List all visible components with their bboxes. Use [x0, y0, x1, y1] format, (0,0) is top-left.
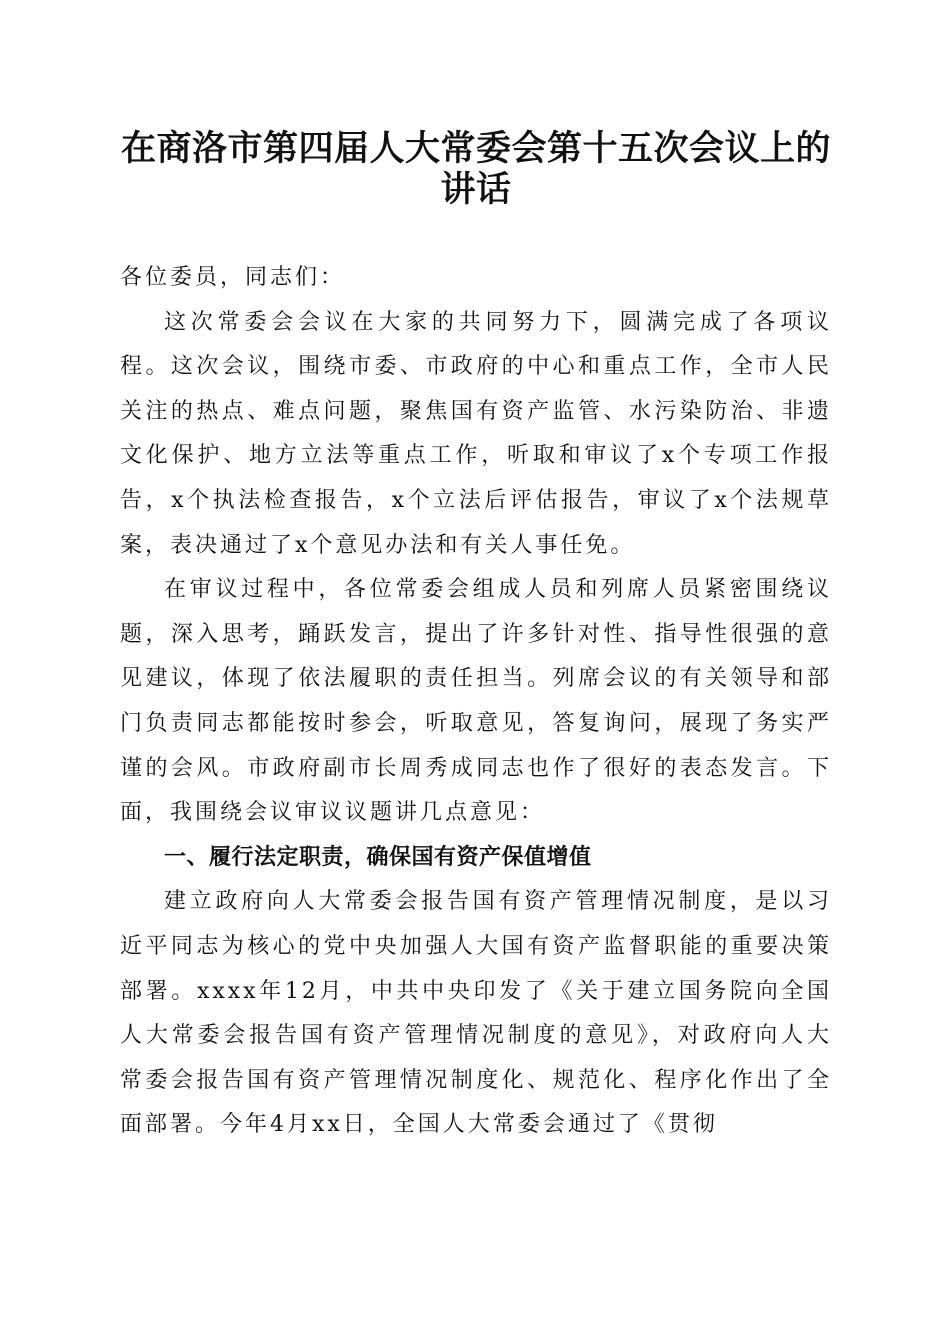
document-title: 在商洛市第四届人大常委会第十五次会议上的讲话: [120, 128, 831, 210]
paragraph-section-one: 建立政府向人大常委会报告国有资产管理情况制度，是以习近平同志为核心的党中央加强人大国有资产监督职能的重要决策部署。xxxx年12月，中共中央印发了《关于建立国务院向全国人大常委会报告国有资产管理情况制度的意见》，对政府向人大常委会报告国有资产管理情况制度化、规范化、程序化作出了全面部署。今年4月xx日，全国人大常委会通过了《贯彻: [120, 889, 832, 1138]
document-body: [120, 256, 832, 1148]
section-heading: 一、履行法定职责，确保国有资产保值增值: [164, 844, 592, 870]
paragraph-review: 在审议过程中，各位常委会组成人员和列席人员紧密围绕议题，深入思考，踊跃发言，提出了许多针对性、指导性很强的意见建议，体现了依法履职的责任担当。列席会议的有关领导和部门负责同志都能按时参会，听取意见，答复询问，展现了务实严谨的会风。市政府副市长周秀成同志也作了很好的表态发言。下面，我围绕会议审议议题讲几点意见：: [120, 577, 832, 826]
paragraph-intro: 这次常委会会议在大家的共同努力下，圆满完成了各项议程。这次会议，围绕市委、市政府的中心和重点工作，全市人民关注的热点、难点问题，聚焦国有资产监管、水污染防治、非遗文化保护、地方立法等重点工作，听取和审议了x个专项工作报告，x个执法检查报告，x个立法后评估报告，审议了x个法规草案，表决通过了x个意见办法和有关人事任免。: [120, 309, 832, 558]
document-page: [120, 128, 832, 1148]
salutation: 各位委员，同志们：: [120, 265, 346, 290]
